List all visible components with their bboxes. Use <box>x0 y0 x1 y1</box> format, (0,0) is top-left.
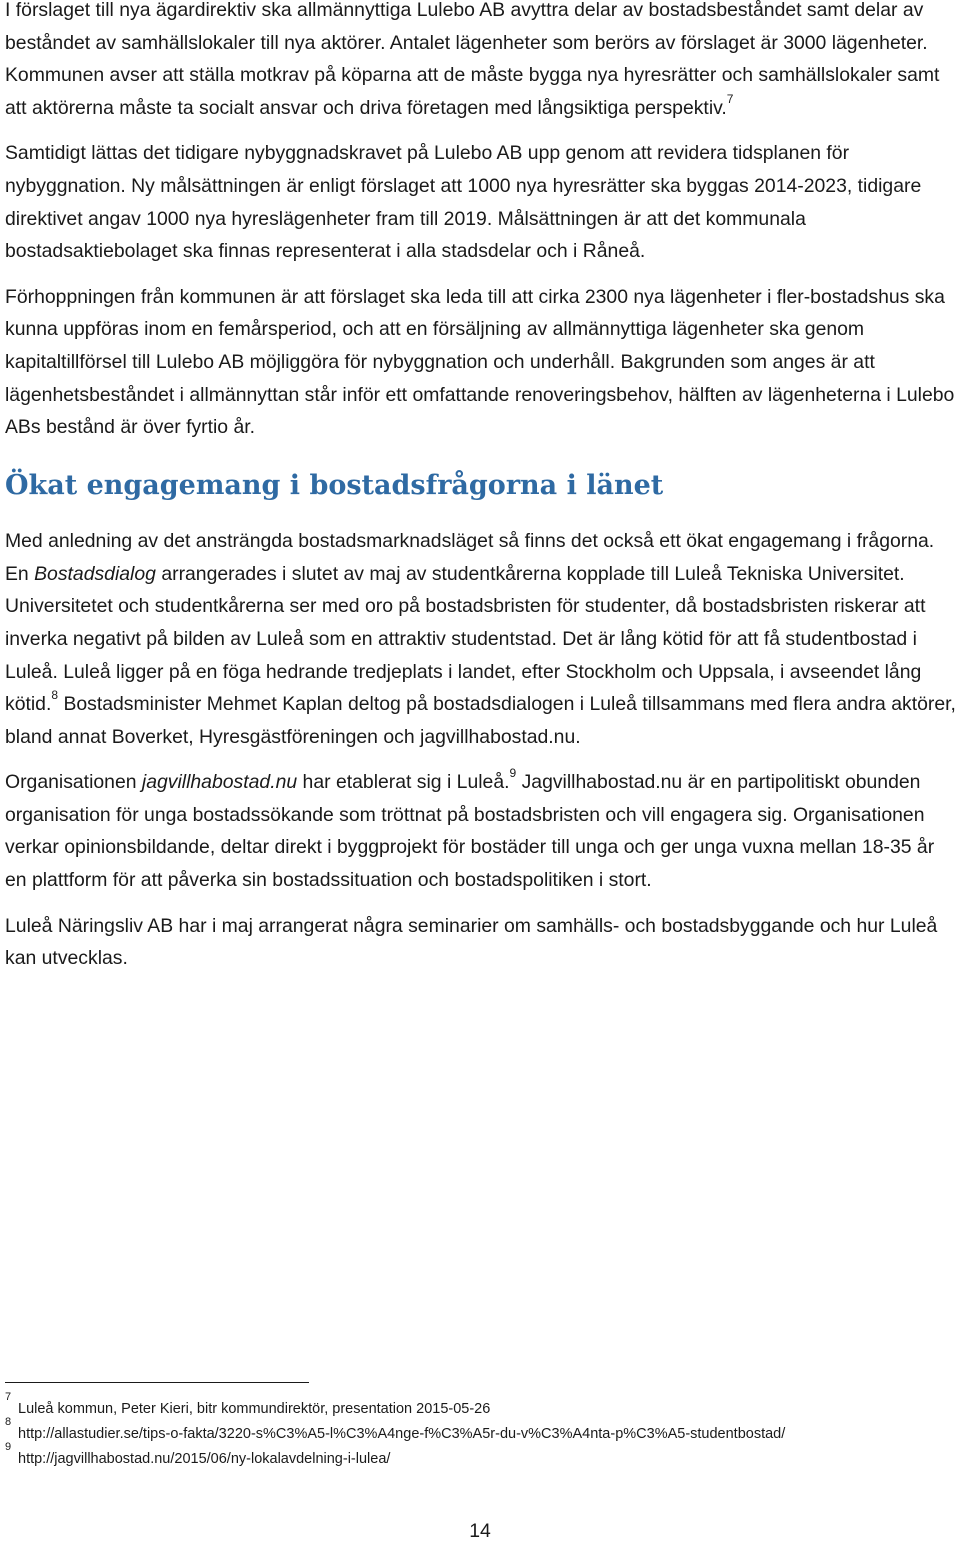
paragraph-jagvillhabostad <box>5 766 957 896</box>
emphasis-organisation-name: jagvillhabostad.nu <box>141 771 298 794</box>
footnotes <box>5 1392 955 1467</box>
footnote-ref-7[interactable]: 7 <box>726 91 734 106</box>
footnote-7 <box>5 1392 955 1417</box>
footnote-8 <box>5 1417 955 1442</box>
emphasis-bostadsdialog: Bostadsdialog <box>34 562 156 585</box>
document-body <box>5 0 957 975</box>
paragraph-text: arrangerades i slutet av maj av studentkårerna kopplade till Luleå Tekniska Universitet. Universitetet och studentkårerna ser med oro på bostadsbristen för studenter, då bostadsbristen riskerar att inverka negativt på bilden av Luleå som en attraktiv studentstad. Det är lång kötid för att få studentbostad i Luleå. Luleå ligger på en föga hedrande tredjeplats i landet, efter Stockholm och Uppsala, i avseendet lång kötid. <box>5 562 926 716</box>
paragraph-housing-dialogue <box>5 525 957 753</box>
paragraph-expectations: Förhoppningen från kommunen är att förslaget ska leda till att cirka 2300 nya lägenheter i fler-bostadshus ska kunna uppföras inom en femårsperiod, och att en försäljning av allmännyttiga lägenheter ska genom kapitaltillförsel till Lulebo AB möjliggöra för nybyggnation och underhåll. Bakgrunden som anges är att lägenhetsbeståndet i allmännyttan står inför ett omfattande renoveringsbehov, hälften av lägenheterna i Lulebo ABs bestånd är över fyrtio år. <box>5 285 955 439</box>
footnote-link[interactable]: http://jagvillhabostad.nu/2015/06/ny-lokalavdelning-i-lulea/ <box>18 1451 391 1467</box>
paragraph-new-construction: Samtidigt lättas det tidigare nybyggnadskravet på Lulebo AB upp genom att revidera tidsplanen för nybyggnation. Ny målsättningen är enligt förslaget att 1000 nya hyresrätter ska byggas 2014-2023, tidigare direktivet angav 1000 nya hyreslägenheter fram till 2019. Målsättningen är att det kommunala bostadsaktiebolaget ska finnas representerat i alla stadsdelar och i Råneå. <box>5 142 922 263</box>
footnote-number: 9 <box>5 1441 12 1453</box>
footnote-text: Luleå kommun, Peter Kieri, bitr kommundirektör, presentation 2015-05-26 <box>18 1401 491 1417</box>
footnote-separator <box>5 1382 309 1383</box>
footnote-link[interactable]: http://allastudier.se/tips-o-fakta/3220-s%C3%A5-l%C3%A4nge-f%C3%A5r-du-v%C3%A4nta-p%C3%A5-studentbostad/ <box>18 1426 786 1442</box>
footnote-9 <box>5 1442 955 1467</box>
paragraph-naringsliv: Luleå Näringsliv AB har i maj arrangerat några seminarier om samhälls- och bostadsbyggande och hur Luleå kan utvecklas. <box>5 914 938 970</box>
paragraph-text: har etablerat sig i Luleå. <box>302 771 510 794</box>
page-number: 14 <box>469 1520 491 1542</box>
paragraph-text: Jagvillhabostad.nu är en partipolitiskt obunden organisation för unga bostadssökande som tröttnat på bostadsbristen och vill engagera sig. Organisationen verkar opinionsbildande, deltar direkt i byggprojekt för bostäder till unga och ger unga vuxna mellan 18-35 år en plattform för att påverka sin bostadssituation och bostadspolitiken i stort. <box>5 771 935 892</box>
paragraph-text: Organisationen <box>5 771 137 794</box>
footnote-ref-9[interactable]: 9 <box>509 766 517 781</box>
paragraph-text: Med anledning av det ansträngda bostadsmarknadsläget så finns det också ett ökat engagemang i frågorna. En <box>5 530 935 585</box>
paragraph-text: I förslaget till nya ägardirektiv ska allmännyttiga Lulebo AB avyttra delar av bostadsbeståndet samt delar av beståndet av samhällslokaler till nya aktörer. Antalet lägenheter som berörs av förslaget är 3000 lägenheter. Kommunen avser att ställa motkrav på köparna att de måste bygga nya hyresrätter och samhällslokaler samt att aktörerna måste ta socialt ansvar och driva företagen med långsiktiga perspektiv. <box>5 0 940 119</box>
paragraph-ownership-directive <box>5 0 957 124</box>
section-heading: Ökat engagemang i bostadsfrågorna i länet <box>5 469 664 501</box>
footnote-number: 7 <box>5 1391 12 1403</box>
paragraph-text: Bostadsminister Mehmet Kaplan deltog på bostadsdialogen i Luleå tillsammans med flera andra aktörer, bland annat Boverket, Hyresgästföreningen och jagvillhabostad.nu. <box>5 693 956 748</box>
footnote-number: 8 <box>5 1416 12 1428</box>
footnote-ref-8[interactable]: 8 <box>51 688 59 703</box>
